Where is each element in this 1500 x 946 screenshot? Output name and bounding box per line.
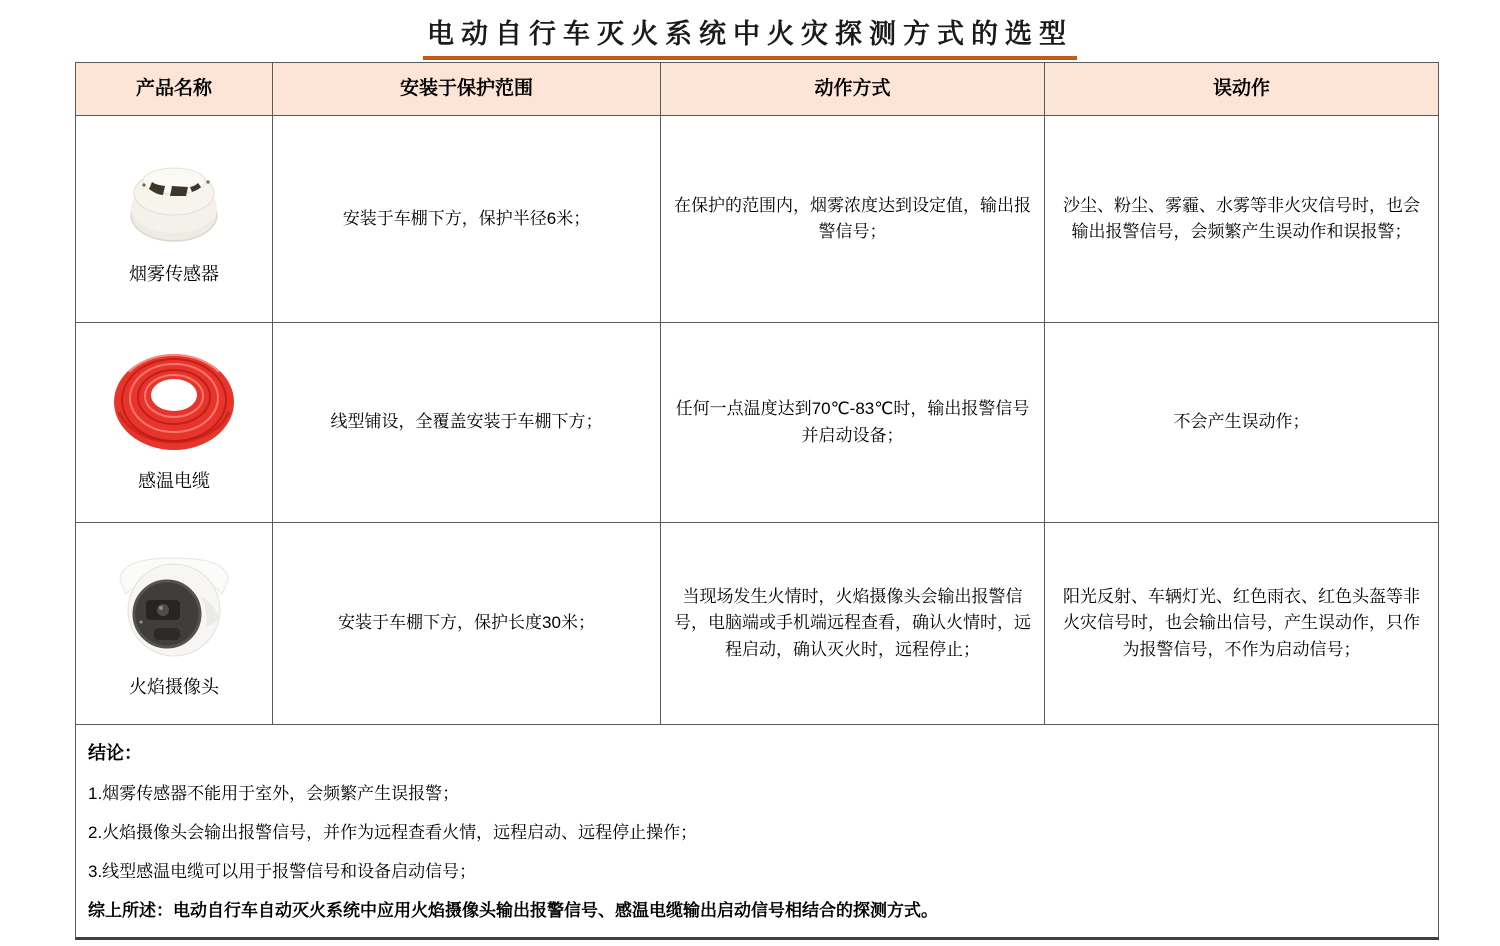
conclusion-item: 2.火焰摄像头会输出报警信号，并作为远程查看火情，远程启动、远程停止操作； (88, 823, 698, 842)
product-label: 烟雾传感器 (129, 264, 219, 285)
product-label: 火焰摄像头 (129, 676, 219, 697)
red-cable-coil-image (111, 350, 237, 452)
false-action-cell: 不会产生误动作； (1045, 323, 1438, 523)
header-action-mode: 动作方式 (661, 63, 1045, 116)
product-cell-heat-cable (76, 323, 273, 523)
product-cell-flame-camera (76, 523, 273, 725)
table-row (76, 323, 1438, 523)
install-cell: 安装于车棚下方，保护半径6米； (273, 116, 661, 323)
install-cell: 线型铺设，全覆盖安装于车棚下方； (273, 323, 661, 523)
title-area (0, 0, 1500, 60)
table-row (76, 523, 1438, 725)
table-row (76, 116, 1438, 323)
conclusion-heading: 结论： (88, 743, 142, 763)
conclusion-item: 3.线型感温电缆可以用于报警信号和设备启动信号； (88, 862, 477, 881)
header-false-action: 误动作 (1045, 63, 1438, 116)
action-cell: 当现场发生火情时，火焰摄像头会输出报警信号，电脑端或手机端远程查看，确认火情时，远程启动，确认灭火时，远程停止； (661, 523, 1045, 725)
product-label: 感温电缆 (138, 470, 210, 491)
header-install-range: 安装于保护范围 (273, 63, 661, 116)
header-product: 产品名称 (76, 63, 273, 116)
conclusion-summary: 综上所述：电动自行车自动灭火系统中应用火焰摄像头输出报警信号、感温电缆输出启动信号相结合的探测方式。 (88, 901, 938, 920)
dome-camera-image (114, 546, 234, 658)
false-action-cell: 沙尘、粉尘、雾霾、水雾等非火灾信号时，也会输出报警信号，会频繁产生误动作和误报警； (1045, 116, 1438, 323)
selection-table (75, 62, 1439, 940)
install-cell: 安装于车棚下方，保护长度30米； (273, 523, 661, 725)
action-cell: 在保护的范围内，烟雾浓度达到设定值，输出报警信号； (661, 116, 1045, 323)
product-cell-smoke-sensor (76, 116, 273, 323)
smoke-detector-image (122, 149, 226, 245)
false-action-cell: 阳光反射、车辆灯光、红色雨衣、红色头盔等非火灾信号时，也会输出信号，产生误动作，只作为报警信号，不作为启动信号； (1045, 523, 1438, 725)
conclusion-section (76, 725, 1438, 937)
action-cell: 任何一点温度达到70℃-83℃时，输出报警信号并启动设备； (661, 323, 1045, 523)
table-header-row (76, 63, 1438, 116)
conclusion-item: 1.烟雾传感器不能用于室外，会频繁产生误报警； (88, 784, 460, 803)
page-title: 电动自行车灭火系统中火灾探测方式的选型 (423, 12, 1077, 60)
